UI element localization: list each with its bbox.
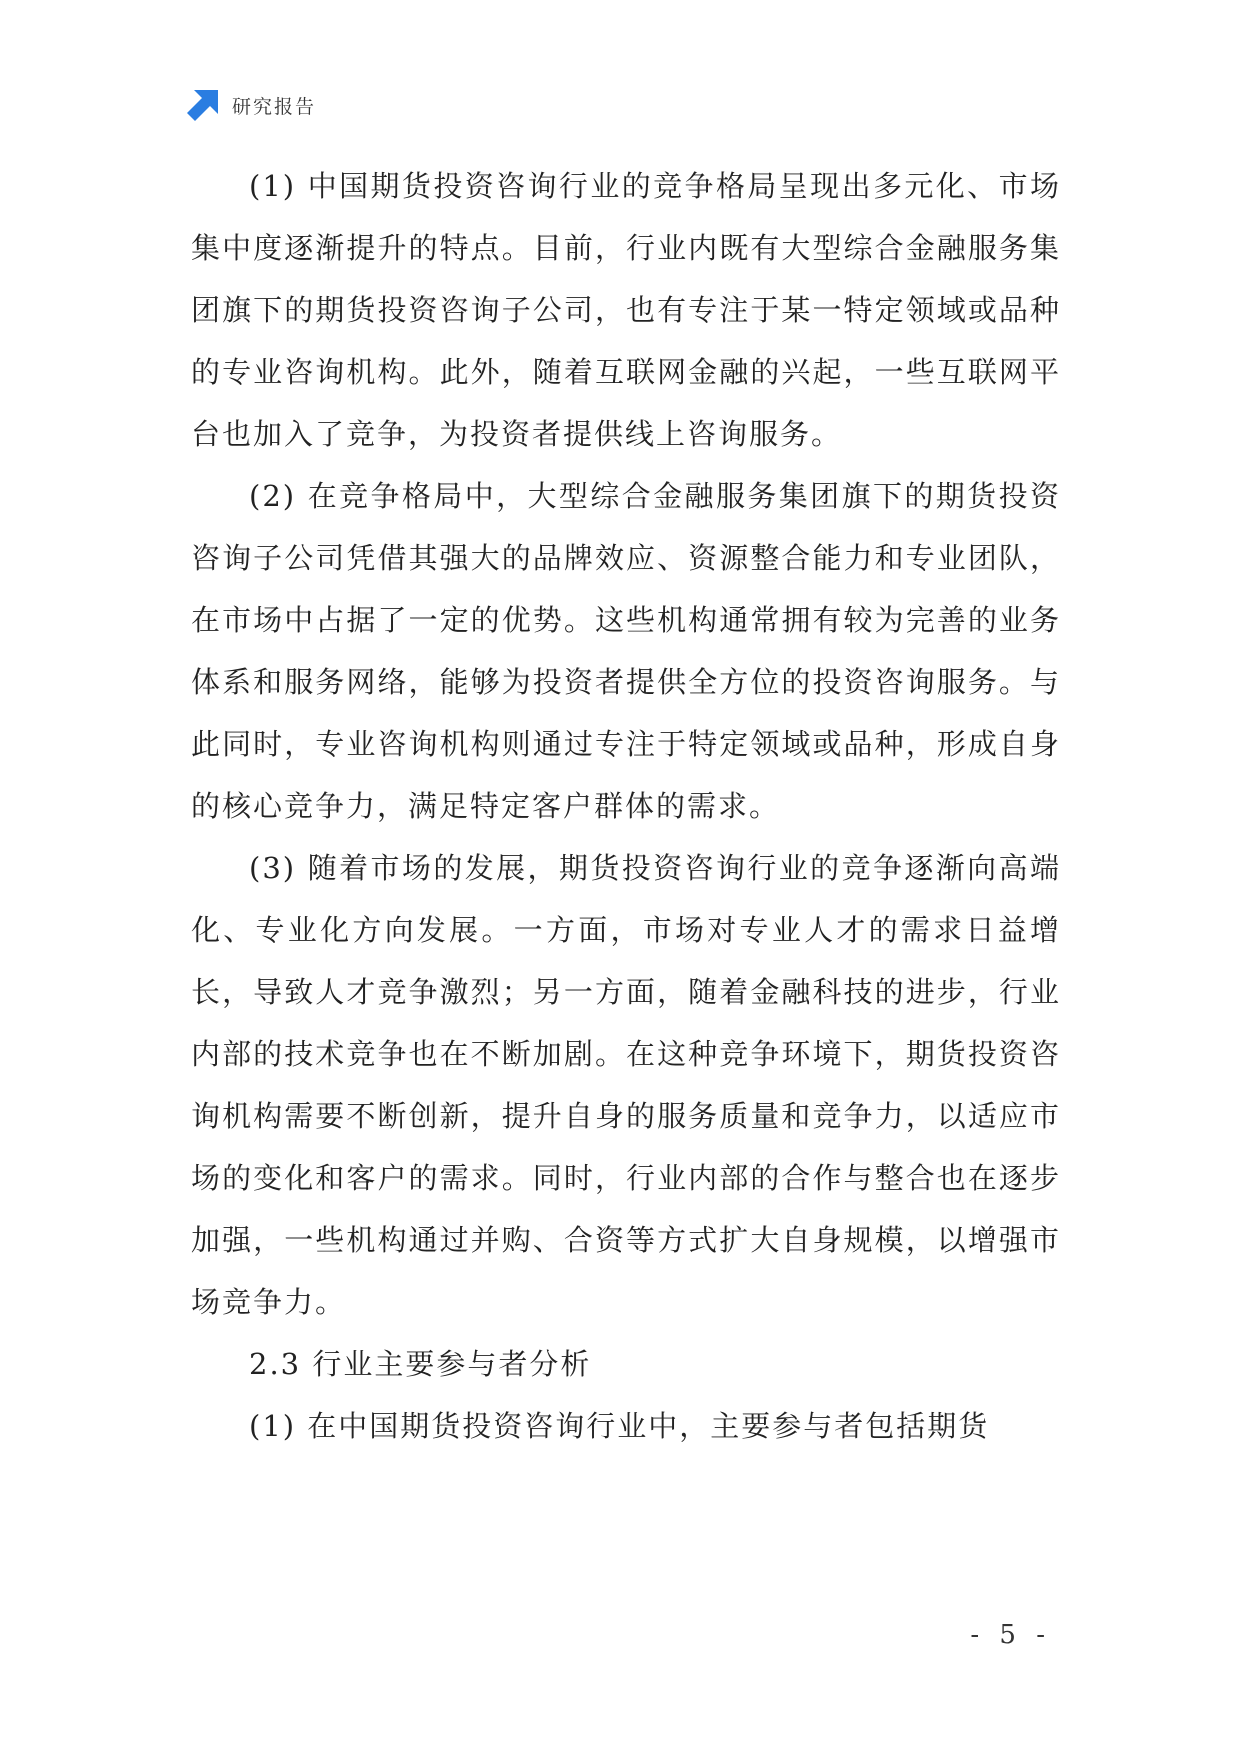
page-number: - 5 - [970, 1620, 1051, 1650]
paragraph-2: (2) 在竞争格局中，大型综合金融服务集团旗下的期货投资咨询子公司凭借其强大的品牌效应、资源整合能力和专业团队，在市场中占据了一定的优势。这些机构通常拥有较为完善的业务体系和服务网络，能够为投资者提供全方位的投资咨询服务。与此同时，专业咨询机构则通过专注于特定领域或品种，形成自身的核心竞争力，满足特定客户群体的需求。 [191, 479, 1061, 823]
header-title: 研究报告 [232, 95, 317, 118]
paragraph-3: (3) 随着市场的发展，期货投资咨询行业的竞争逐渐向高端化、专业化方向发展。一方面，市场对专业人才的需求日益增长，导致人才竞争激烈；另一方面，随着金融科技的进步，行业内部的技术竞争也在不断加剧。在这种竞争环境下，期货投资咨询机构需要不断创新，提升自身的服务质量和竞争力，以适应市场的变化和客户的需求。同时，行业内部的合作与整合也在逐步加强，一些机构通过并购、合资等方式扩大自身规模，以增强市场竞争力。 [191, 851, 1061, 1319]
paragraph-4: (1) 在中国期货投资咨询行业中，主要参与者包括期货 [249, 1409, 990, 1443]
arrow-up-right-icon [186, 88, 220, 122]
page-header [186, 88, 316, 122]
section-heading: 2.3 行业主要参与者分析 [249, 1347, 592, 1381]
paragraph-1: (1) 中国期货投资咨询行业的竞争格局呈现出多元化、市场集中度逐渐提升的特点。目前，行业内既有大型综合金融服务集团旗下的期货投资咨询子公司，也有专注于某一特定领域或品种的专业咨询机构。此外，随着互联网金融的兴起，一些互联网平台也加入了竞争，为投资者提供线上咨询服务。 [191, 169, 1061, 451]
document-body [191, 155, 1061, 1457]
